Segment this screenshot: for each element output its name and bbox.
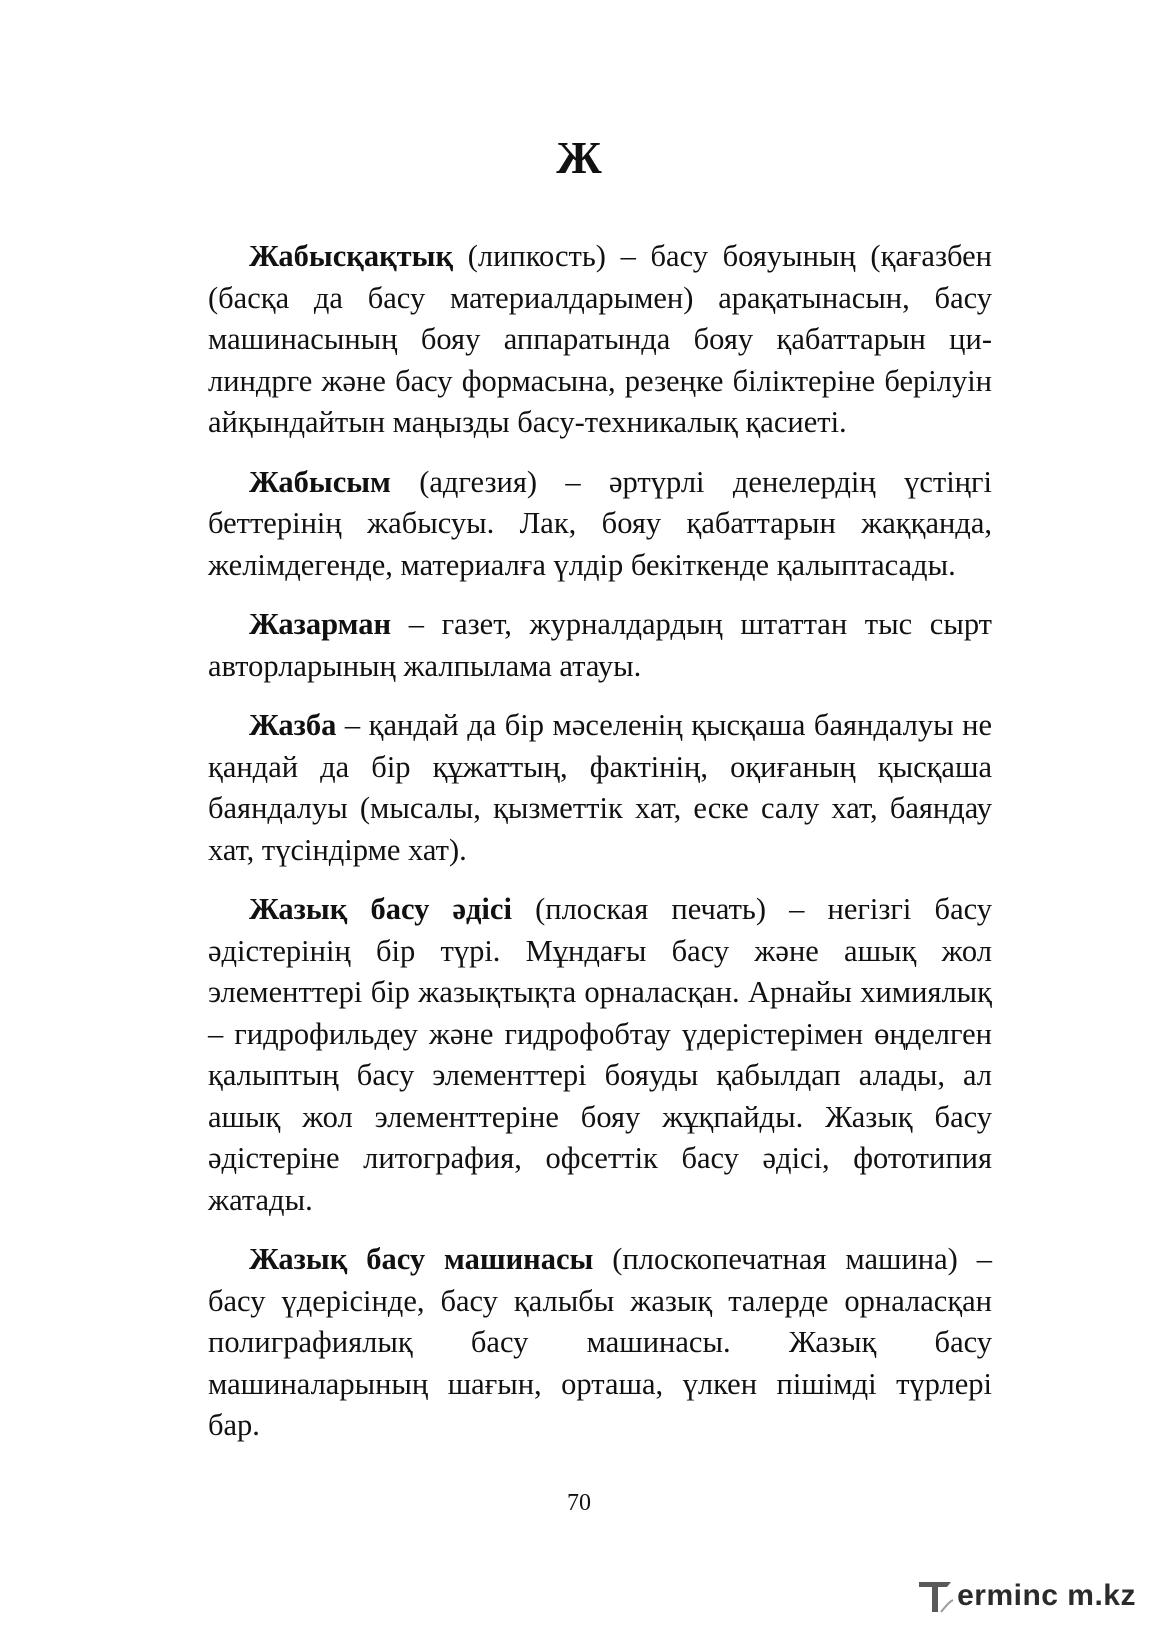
entry-definition: (плоскопечатная машина) – басу үдерісінде, басу қалыбы жазық талерде орналасқан полиграфиялық басу машинасы. Жазық басу машиналарының шағын, орташа, үлкен пішімді түрлері бар.: [208, 1242, 992, 1442]
dictionary-entry: [208, 462, 992, 587]
entry-definition: – газет, журналдардың штаттан тыс сырт авторларының жалпылама атауы.: [208, 607, 992, 683]
watermark-text: erminc m.kz: [957, 1579, 1136, 1612]
dictionary-entries: [208, 236, 992, 1465]
watermark: [917, 1576, 1136, 1616]
dictionary-entry: [208, 1239, 992, 1447]
page-number: 70: [567, 1490, 591, 1516]
dictionary-entry: [208, 705, 992, 871]
dictionary-entry: [208, 236, 992, 444]
entry-term: Жабысым: [249, 464, 391, 499]
entry-definition: (плоская печать) – негізгі басу әдістерінің бір түрі. Мұндағы басу және ашық жол элементтері бір жазықтықта орналасқан. Арнайы химиялық – гидрофильдеу және гидрофобтау үдерістерімен өңделген қалыптың басу элементтері бояуды қабылдап алады, ал ашық жол элементтеріне бояу жұқпайды. Жазық басу әдістеріне литография, офсеттік басу әдісі, фототипия жатады.: [208, 892, 992, 1217]
entry-definition: (липкость) – басу бояуының (қағазбен (басқа да басу материалдарымен) арақатынасын, басу машинасының бояу аппаратында бояу қабаттарын цилиндрге және басу формасына, резеңке біліктеріне берілуін айқындайтын маңызды басу-техникалық қасиеті.: [208, 239, 992, 439]
termincom-logo-icon: [917, 1576, 955, 1616]
dictionary-entry: [208, 889, 992, 1221]
page-heading: Ж: [556, 132, 602, 183]
entry-definition: – қандай да бір мәселенің қысқаша баяндалуы не қандай да бір құжаттың, фактінің, оқиғаның қысқаша баяндалуы (мысалы, қызметтік хат, еске салу хат, баяндау хат, түсіндірме хат).: [208, 708, 992, 867]
entry-term: Жазарман: [249, 607, 392, 641]
entry-definition: (адгезия) – әртүрлі денелердің үстіңгі беттерінің жабысуы. Лак, бояу қабаттарын жаққанда, желімдегенде, материалға үлдір бекіткенде қалыптасады.: [208, 464, 992, 582]
entry-term: Жабысқақтық: [249, 239, 454, 273]
dictionary-entry: [208, 604, 992, 687]
entry-term: Жазық басу машинасы: [249, 1242, 594, 1276]
entry-term: Жазық басу әдісі: [249, 892, 512, 926]
entry-term: Жазба: [249, 708, 337, 742]
